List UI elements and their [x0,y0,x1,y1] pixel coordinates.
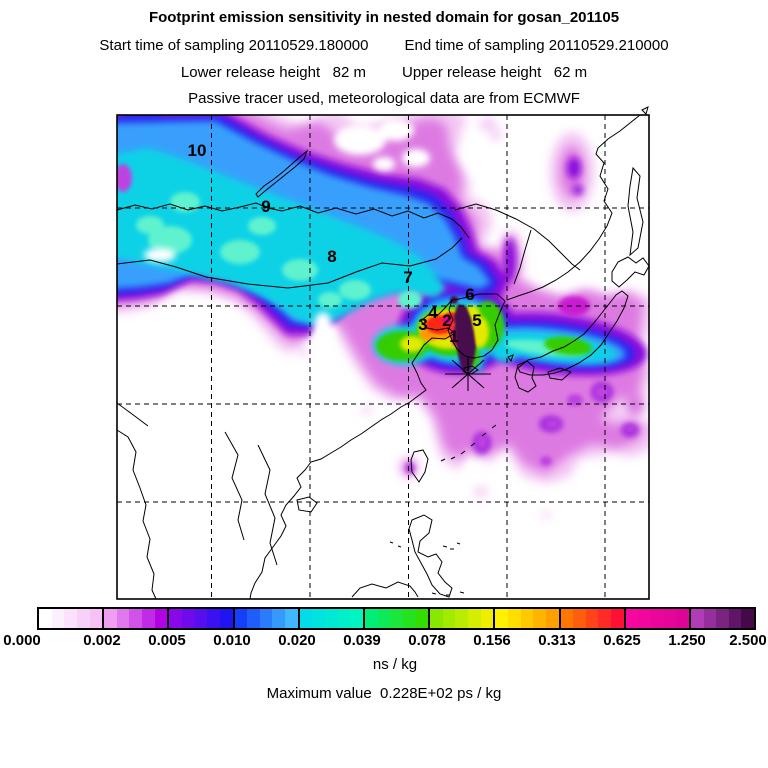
trajectory-point-1: 1 [449,327,459,346]
colorbar-cell [350,609,363,628]
colorbar-cell [52,609,65,628]
colorbar-tick-label: 0.005 [148,632,186,649]
colorbar-cell [546,609,559,628]
colorbar-tick-label: 0.010 [213,632,251,649]
colorbar-cell [220,609,233,628]
plot-title: Footprint emission sensitivity in nested domain for gosan_201105 [148,9,620,26]
colorbar-tick-label: 1.250 [668,632,706,649]
colorbar-cell [260,609,273,628]
colorbar-cell [716,609,729,628]
colorbar-tick-label: 0.156 [473,632,511,649]
colorbar-cell [586,609,599,628]
colorbar-cell [561,609,574,628]
trajectory-point-3: 3 [418,315,428,334]
max-value-label: Maximum value 0.228E+02 ps / kg [266,685,502,702]
colorbar-cell [142,609,155,628]
colorbar-tick-label: 0.078 [408,632,446,649]
colorbar-cell [611,609,624,628]
colorbar-cell [481,609,494,628]
colorbar-segment-10 [691,609,754,628]
trajectory-point-2: 2 [442,311,452,330]
trajectory-point-7: 7 [403,268,413,287]
colorbar-cell [117,609,130,628]
colorbar-cell [300,609,313,628]
colorbar-cell [247,609,260,628]
colorbar-cell [468,609,481,628]
colorbar-cell [104,609,117,628]
trajectory-point-8: 8 [327,247,337,266]
colorbar-cell [90,609,103,628]
colorbar-cell [195,609,208,628]
trajectory-point-9: 9 [261,197,271,216]
colorbar-segment-2 [169,609,234,628]
colorbar-cell [285,609,298,628]
colorbar-cell [676,609,689,628]
colorbar-cell [169,609,182,628]
colorbar-cell [39,609,52,628]
start-time-label: Start time of sampling 20110529.180000 [99,37,369,54]
colorbar-tick-label: 2.500 [729,632,767,649]
colorbar-segment-0 [39,609,104,628]
colorbar-segment-1 [104,609,169,628]
colorbar-cell [664,609,677,628]
colorbar-cell [235,609,248,628]
colorbar-cell [495,609,508,628]
colorbar-units: ns / kg [372,656,418,673]
colorbar-cell [521,609,534,628]
colorbar-cell [338,609,351,628]
colorbar-segment-5 [365,609,430,628]
colorbar-segment-7 [495,609,560,628]
colorbar-segment-3 [235,609,300,628]
colorbar-cell [430,609,443,628]
colorbar-cell [598,609,611,628]
colorbar-cell [729,609,742,628]
colorbar-cell [64,609,77,628]
tracer-note: Passive tracer used, meteorological data are from ECMWF [188,90,580,107]
trajectory-point-5: 5 [472,311,482,330]
colorbar-cell [182,609,195,628]
colorbar-cell [272,609,285,628]
colorbar-tick-label: 0.000 [3,632,41,649]
colorbar-cell [129,609,142,628]
colorbar-segment-6 [430,609,495,628]
colorbar-segment-4 [300,609,365,628]
colorbar-cell [691,609,704,628]
colorbar-cell [741,609,754,628]
colorbar-cell [207,609,220,628]
colorbar-cell [390,609,403,628]
colorbar-cell [573,609,586,628]
colorbar-cell [704,609,717,628]
trajectory-point-6: 6 [465,285,475,304]
trajectory-point-4: 4 [428,303,438,322]
trajectory-point-10: 10 [187,141,207,160]
lower-release-label: Lower release height 82 m [180,64,366,81]
colorbar-segment-8 [561,609,626,628]
colorbar-tick-label: 0.313 [538,632,576,649]
sensitivity-field [104,103,657,518]
colorbar-cell [626,609,639,628]
colorbar-cell [378,609,391,628]
colorbar-cell [638,609,651,628]
colorbar-tick-label: 0.625 [603,632,641,649]
colorbar-segment-9 [626,609,691,628]
colorbar-cell [325,609,338,628]
colorbar-cell [508,609,521,628]
colorbar-cell [443,609,456,628]
colorbar-cell [455,609,468,628]
colorbar-cell [403,609,416,628]
colorbar-cell [365,609,378,628]
colorbar-cell [533,609,546,628]
colorbar-tick-label: 0.039 [343,632,381,649]
colorbar-cell [416,609,429,628]
colorbar [37,607,756,630]
end-time-label: End time of sampling 20110529.210000 [404,37,669,54]
colorbar-cell [77,609,90,628]
colorbar-cell [312,609,325,628]
colorbar-tick-label: 0.020 [278,632,316,649]
colorbar-tick-label: 0.002 [83,632,121,649]
upper-release-label: Upper release height 62 m [402,64,588,81]
colorbar-cell [155,609,168,628]
colorbar-cell [651,609,664,628]
